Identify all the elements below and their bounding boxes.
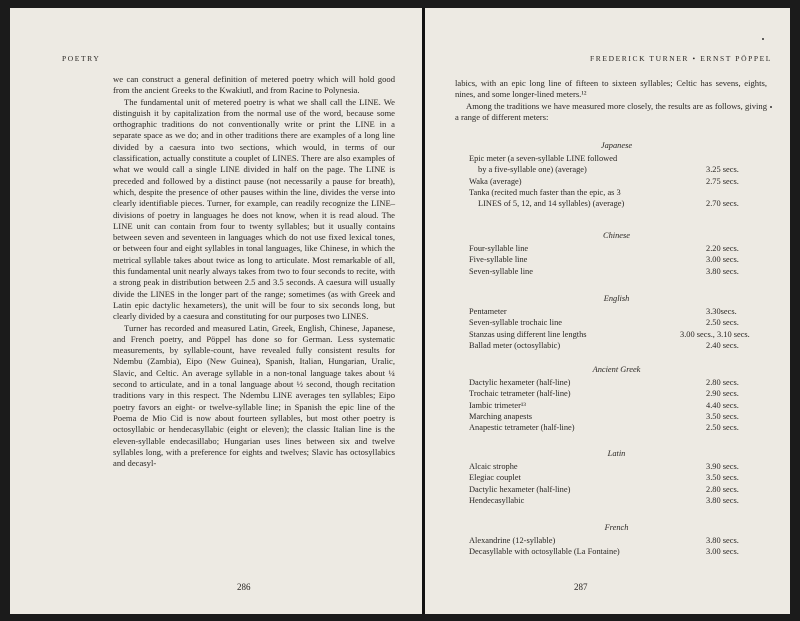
meter-row bbox=[469, 266, 764, 277]
meter-value: 2.20 secs. bbox=[706, 244, 739, 254]
page-number-right: 287 bbox=[574, 582, 588, 592]
meter-section-latin bbox=[469, 448, 764, 506]
meter-value: 3.25 secs. bbox=[706, 165, 739, 175]
meter-row bbox=[469, 243, 764, 254]
meter-label: Five-syllable line bbox=[469, 255, 528, 265]
meter-label: Seven-syllable line bbox=[469, 266, 533, 276]
meter-value: 4.40 secs. bbox=[706, 400, 739, 410]
meter-row bbox=[469, 340, 764, 351]
meter-value: 2.80 secs. bbox=[706, 378, 739, 388]
meter-row bbox=[469, 411, 764, 422]
meter-row bbox=[469, 535, 764, 546]
meter-row bbox=[469, 400, 764, 411]
meter-value: 3.80 secs. bbox=[706, 495, 739, 505]
meter-value: 3.00 secs. bbox=[706, 255, 739, 265]
meter-row bbox=[469, 495, 764, 506]
meter-label: Iambic trimeter¹³ bbox=[469, 400, 526, 410]
meter-row bbox=[469, 472, 764, 483]
page-number-left: 286 bbox=[237, 582, 251, 592]
meter-value: 2.50 secs. bbox=[706, 423, 739, 433]
running-head-left: POETRY bbox=[62, 54, 101, 63]
meter-label: Tanka (recited much faster than the epic, as 3 bbox=[469, 187, 621, 197]
right-page bbox=[425, 8, 790, 614]
meter-section-french bbox=[469, 522, 764, 558]
meter-label: Marching anapests bbox=[469, 411, 533, 421]
meter-label: LINES of 5, 12, and 14 syllables) (average) bbox=[478, 199, 625, 209]
meter-row bbox=[469, 153, 764, 164]
left-page bbox=[10, 8, 422, 614]
meter-value: 2.50 secs. bbox=[706, 318, 739, 328]
meter-label: Pentameter bbox=[469, 307, 507, 317]
meter-label: Ballad meter (octosyllabic) bbox=[469, 340, 561, 350]
meter-row bbox=[469, 461, 764, 472]
meter-row bbox=[469, 388, 764, 399]
meter-value: 2.90 secs. bbox=[706, 389, 739, 399]
section-heading: English bbox=[603, 294, 630, 303]
meter-label: Decasyllable with octosyllable (La Fontaine) bbox=[469, 547, 620, 557]
meter-value: 3.00 secs., 3.10 secs. bbox=[680, 329, 750, 339]
meter-row bbox=[469, 164, 764, 175]
meter-row bbox=[469, 422, 764, 433]
section-heading: Chinese bbox=[603, 231, 630, 240]
meter-label: Anapestic tetrameter (half-line) bbox=[469, 423, 575, 433]
meter-value: 2.75 secs. bbox=[706, 176, 739, 186]
meter-value: 3.80 secs. bbox=[706, 266, 739, 276]
meter-row bbox=[469, 377, 764, 388]
left-body-text bbox=[113, 74, 395, 469]
paragraph: Among the traditions we have measured more closely, the results are as follows, giving a range of different meters: bbox=[455, 100, 767, 122]
meter-row bbox=[469, 306, 764, 317]
meter-label: Dactylic hexameter (half-line) bbox=[469, 484, 571, 494]
meter-label: Epic meter (a seven-syllable LINE followed bbox=[469, 154, 618, 164]
meter-row bbox=[469, 484, 764, 495]
meter-section-english bbox=[469, 293, 764, 351]
meter-value: 3.50 secs. bbox=[706, 473, 739, 483]
meter-section-japanese bbox=[469, 140, 764, 209]
meter-value: 3.90 secs. bbox=[706, 462, 739, 472]
meter-row bbox=[469, 176, 764, 187]
meter-label: by a five-syllable one) (average) bbox=[478, 165, 587, 175]
meter-label: Seven-syllable trochaic line bbox=[469, 318, 563, 328]
meter-label: Trochaic tetrameter (half-line) bbox=[469, 389, 571, 399]
meter-label: Stanzas using different line lengths bbox=[469, 329, 587, 339]
meter-value: 3.00 secs. bbox=[706, 547, 739, 557]
section-heading: Ancient Greek bbox=[592, 365, 641, 374]
section-heading: Latin bbox=[607, 449, 626, 458]
meter-label: Waka (average) bbox=[469, 176, 522, 186]
meter-label: Dactylic hexameter (half-line) bbox=[469, 378, 571, 388]
meter-value bbox=[706, 153, 764, 164]
running-head-right: FREDERICK TURNER • ERNST PÖPPEL bbox=[590, 54, 772, 63]
paragraph: Turner has recorded and measured Latin, Greek, English, Chinese, Japanese, and French poetry, and Pöppel has done so for German. Less systematic measurements, by syllable-count, have revealed fully consistent results for Ndembu (Zambia), Eipo (New Guinea), Spanish, Italian, Hungarian, Uralic, Slavic, and Celtic. An average syllable in a non-tonal language takes about ¼ second to articulate, and in a tonal language about ½ second, though recitation traditions vary in this respect. The Ndembu LINE averages ten syllables; Eipo poetry favors an eight- or twelve-syllable line; in Spanish the epic line of the Poema de Mio Cid is now about fourteen syllables, but most other poetry is octosyllabic or hendecasyllabic (eight or eleven); the classic Italian line is the eleven-syllable endecasillabo; Hungarian uses lines between six and twelve syllables long, with a preference for eights and twelves; Slavic has octosyllabics and decasyl- bbox=[113, 322, 395, 469]
paragraph: labics, with an epic long line of fifteen to sixteen syllables; Celtic has sevens, eights, nines, and some longer-lined meters.¹² bbox=[455, 78, 767, 100]
meter-row bbox=[469, 187, 764, 198]
meter-row bbox=[469, 254, 764, 265]
section-heading: Japanese bbox=[600, 141, 633, 150]
meter-value: 3.80 secs. bbox=[706, 536, 739, 546]
meter-row bbox=[469, 329, 764, 340]
right-body-text bbox=[455, 78, 767, 123]
meter-section-ancient-greek bbox=[469, 364, 764, 433]
print-speck bbox=[762, 38, 764, 40]
meter-row bbox=[469, 198, 764, 209]
book-spread bbox=[10, 8, 790, 614]
meter-value: 3.50 secs. bbox=[706, 411, 739, 421]
meter-row bbox=[469, 317, 764, 328]
meter-row bbox=[469, 546, 764, 557]
meter-label: Alexandrine (12-syllable) bbox=[469, 536, 556, 546]
paragraph: we can construct a general definition of metered poetry which will hold good from the ancient Greeks to the Kwakiutl, and from Racine to Polynesia. bbox=[113, 74, 395, 96]
paragraph: The fundamental unit of metered poetry is what we shall call the LINE. We distinguish it by capitalization from the normal use of the word, because some orthographic traditions do not conventionally write or print the LINE in a separate space as we do; and in other traditions there are examples of a long line divided by a caesura into two sections, which would, in terms of our classification, actually constitute a couplet of LINES. There are also examples of what we would call a single LINE divided in half on the page. The LINE is preceded and followed by a distinct pause (not necessarily a pause for breath), which, despite the presence of other pauses within the line, divides the verse into clearly identifiable pieces. Turner, for example, can readily recognize the LINE–divisions of poetry in languages he does not know, when it is read aloud. The LINE unit can contain from four to twenty syllables; but it usually contains between seven and seventeen in languages which do not use fixed lexical tones, or between four and eight syllables in tonal languages, like Chinese, in which the metrical syllable takes about twice as long to articulate. Most remarkable of all, this fundamental unit nearly always takes from two to four seconds to recite, with a strong peak in distribution between 2.5 and 3.5 seconds. A caesura will usually divide the LINES in the longer part of the range; sometimes (as with Greek and Latin epic dactylic hexameters), the unit will be four to six seconds long, but clearly divided by a caesura and constituting for our purposes two LINES. bbox=[113, 96, 395, 322]
meter-value bbox=[706, 187, 764, 198]
meter-label: Alcaic strophe bbox=[469, 462, 518, 472]
meter-label: Hendecasyllabic bbox=[469, 495, 525, 505]
meter-label: Elegiac couplet bbox=[469, 473, 521, 483]
meter-value: 2.80 secs. bbox=[706, 484, 739, 494]
section-heading: French bbox=[604, 523, 629, 532]
meter-value: 2.70 secs. bbox=[706, 199, 739, 209]
print-speck bbox=[770, 106, 772, 108]
meter-value: 3.30secs. bbox=[706, 307, 737, 317]
meter-value: 2.40 secs. bbox=[706, 340, 739, 350]
meter-label: Four-syllable line bbox=[469, 244, 529, 254]
meter-section-chinese bbox=[469, 230, 764, 277]
